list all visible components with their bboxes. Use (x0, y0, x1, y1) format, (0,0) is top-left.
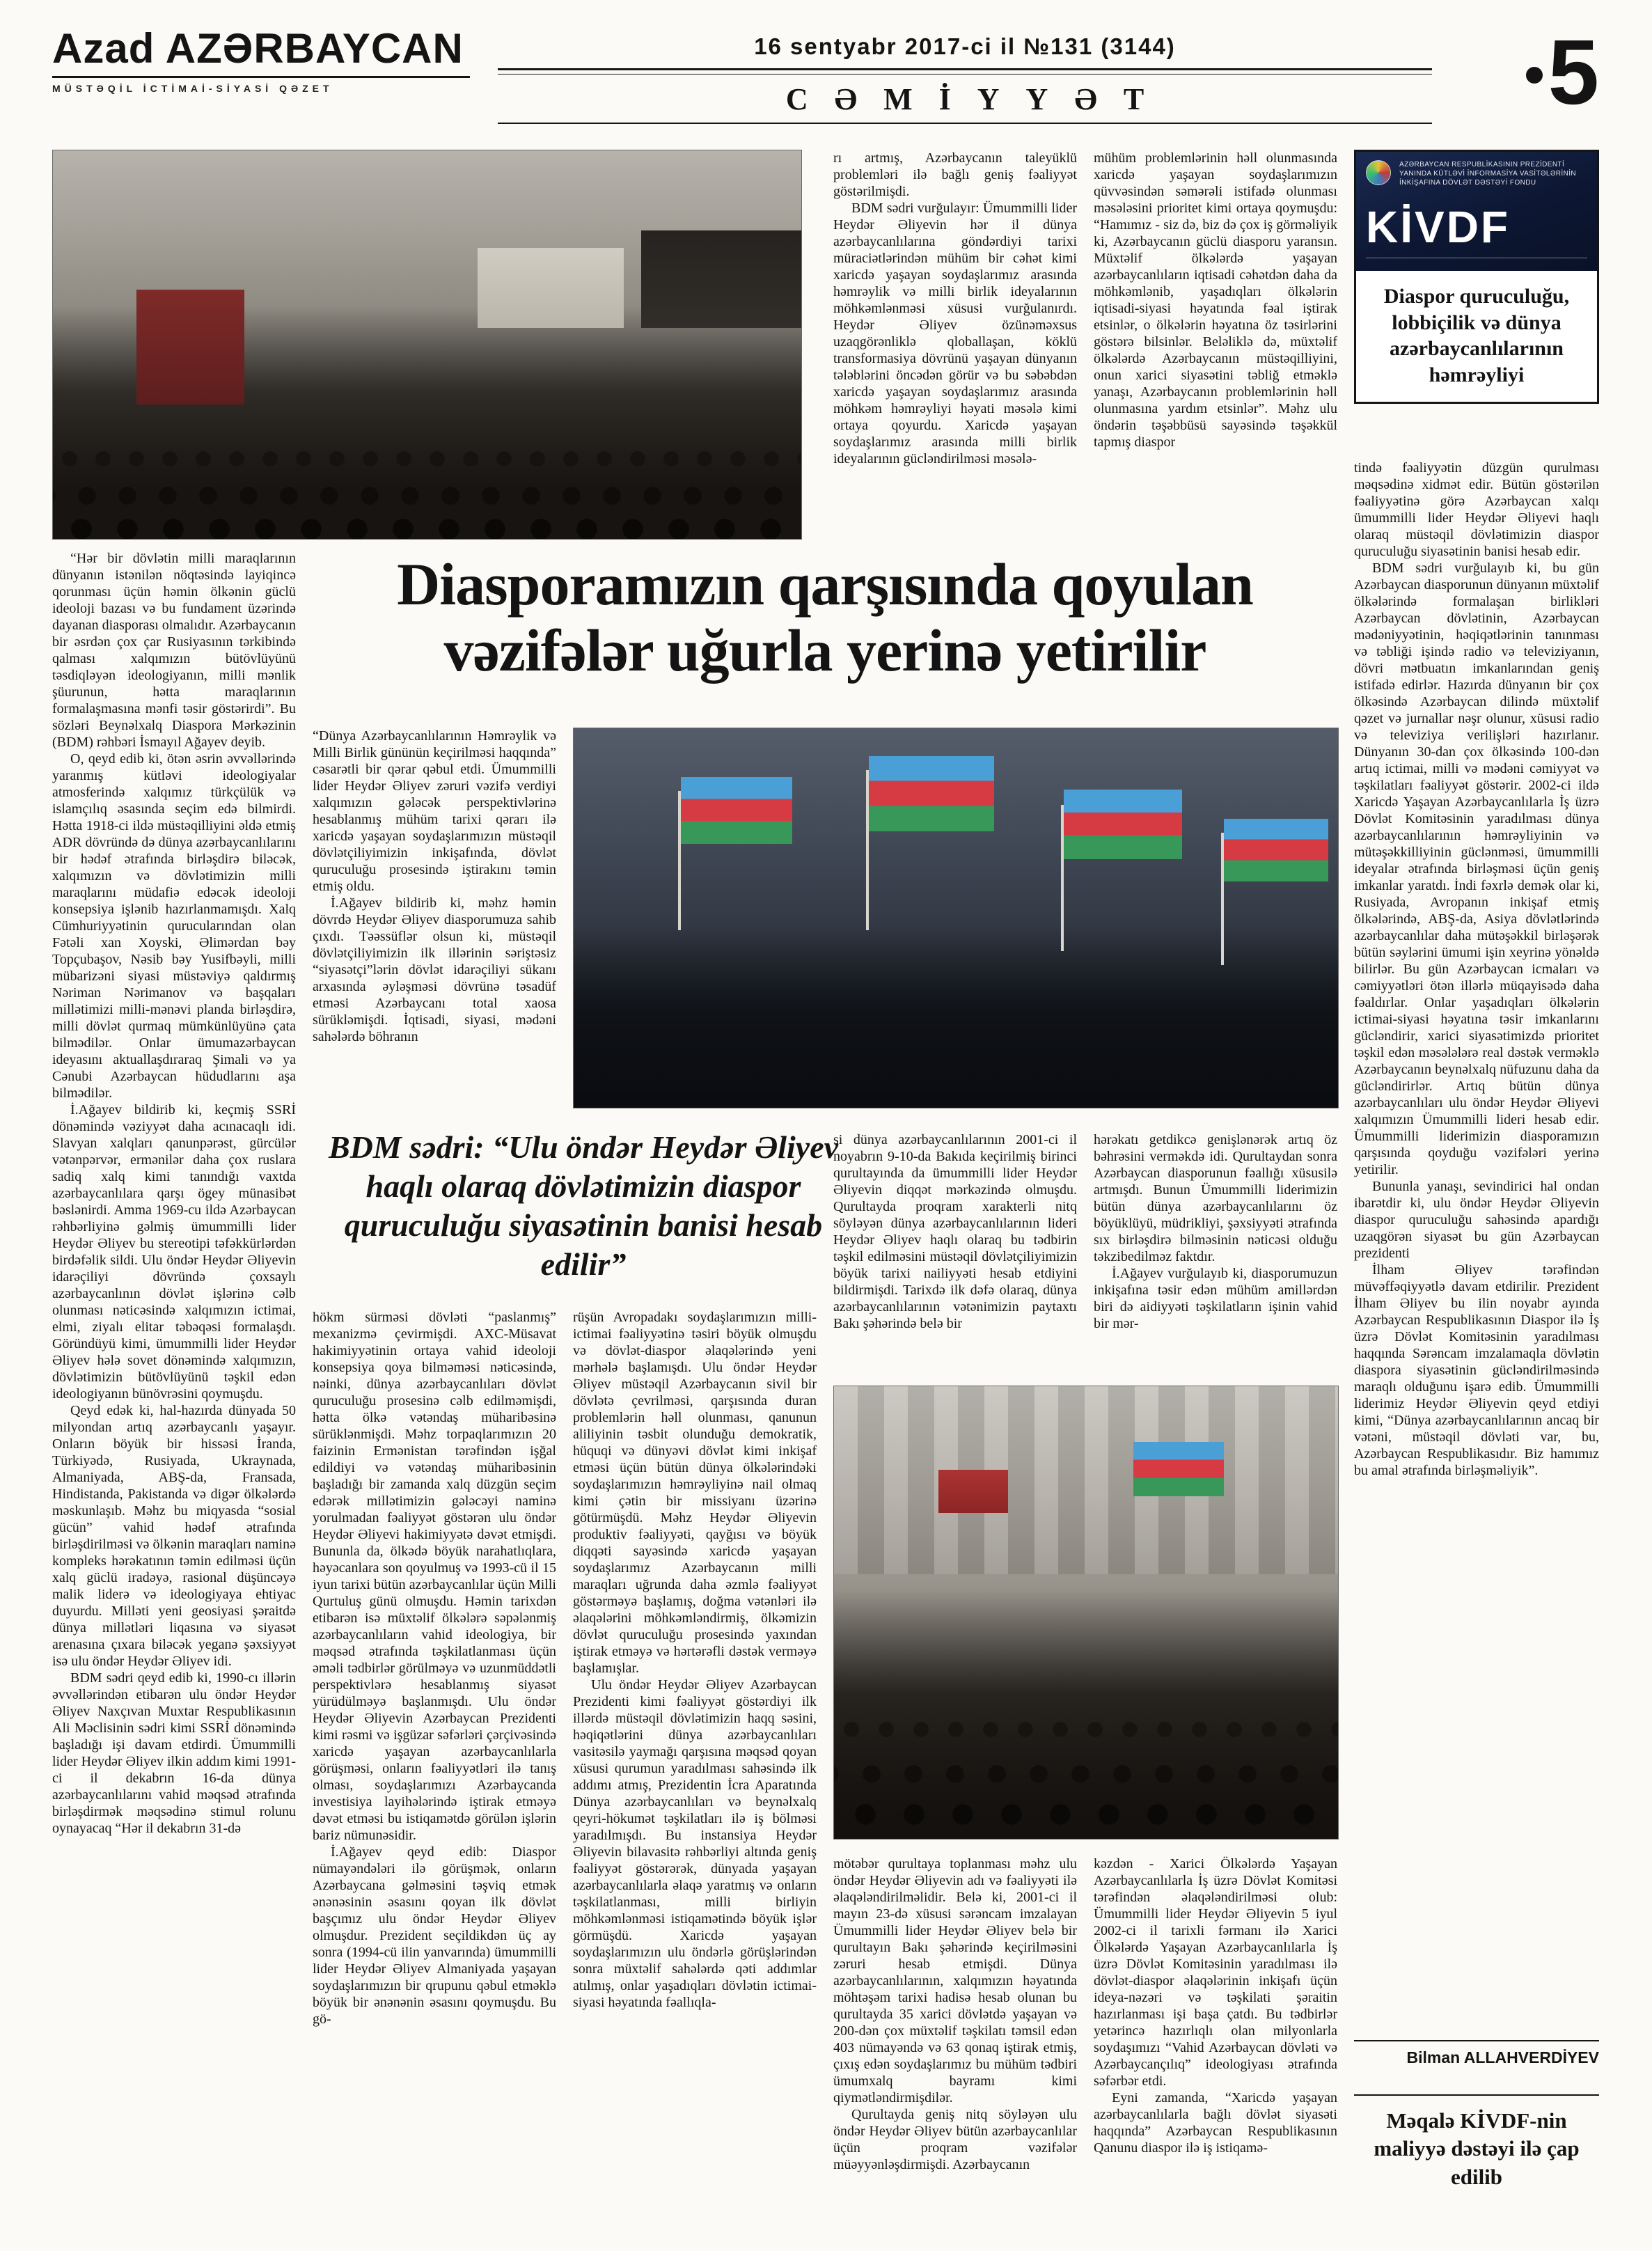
article-column-3 (573, 1309, 817, 2222)
kivdf-logo-area (1356, 152, 1597, 271)
paragraph: rı artmış, Azərbaycanın taleyüklü problemləri ilə bağlı geniş fəaliyyət göstərilmişdi. (833, 150, 1077, 199)
page-number-bullet (1526, 67, 1543, 84)
newspaper-title: Azad AZƏRBAYCAN (52, 25, 464, 72)
byline: Bilman ALLAHVERDİYEV (1354, 2040, 1599, 2067)
pull-quote: BDM sədri: “Ulu öndər Heydər Əliyev haqlı olaraq dövlətimizin diaspor quruculuğu siyasətinin banisi hesab edilir” (328, 1129, 839, 1283)
paragraph: İ.Ağayev qeyd edib: Diaspor nümayəndələri ilə görüşmək, onların Azərbaycana gəlməsini təşviq etmək ənənəsinin əsasını qoyan ilk dövlət başçımız ulu öndər Heydər Əliyev olmuşdur. Prezident seçildikdən üç ay sonra (1994-cü ilin yanvarında) ümummilli lider Heydər Əliyev Almaniyada yaşayan soydaşlarımızın bir qrupunu qəbul etməklə böyük bir ənənənin əsasını qoymuşdu. Bu gö- (313, 1844, 556, 2027)
article-column-4-lower (833, 1856, 1077, 2222)
photo-protest-march (52, 150, 802, 540)
masthead-center (470, 26, 1460, 124)
kivdf-org-name: AZƏRBAYCAN RESPUBLİKASININ PREZİDENTİ YANINDA KÜTLƏVİ İNFORMASİYA VASİTƏLƏRİNİN İNKİŞAFINA DÖVLƏT DƏSTƏYİ FONDU (1399, 161, 1577, 187)
article-column-2-lower (313, 1309, 556, 2222)
paragraph: rüşün Avropadakı soydaşlarımızın milli-ictimai fəaliyyətinə təsiri böyük olmuşdu və dövlət-diaspor əlaqələrində yeni mərhələ başlamışdı. Ulu öndər Heydər Əliyev müstəqil Azərbaycanın sivil bir dövlətə çevrilməsi, qarşısında duran problemlərin həll olunması, qanunun aliliyinin təsbit olunduğu demokratik, hüquqi və dünyəvi dövlət kimi inkişaf etməsi üçün bütün dünya ölkələrindəki soydaşlarımızın həmrəyliyinə nail olmaq kimi çətin bir missiyanı üzərinə götürmüşdü. Məhz Heydər Əliyevin produktiv fəaliyyəti, qayğısı və böyük diqqəti sayəsində xaricdə yaşayan soydaşlarımız Azərbaycanın milli maraqları uğrunda daha əzmlə fəaliyyət göstərməyə başlamış, doğma vətənləri ilə əlaqələrini möhkəmləndirmiş, ölkəmizin dövlət quruculuğu prosesində yaxından iştirak etməyə və hərtərəfli dəstək verməyə başlamışlar. (573, 1310, 817, 1676)
article-headline: Diasporamızın qarşısında qoyulan vəzifələr uğurla yerinə yetirilir (397, 551, 1253, 684)
article-column-2-upper (313, 728, 556, 1107)
newspaper-subtitle: MÜSTƏQİL İCTİMAİ-SİYASİ QƏZET (52, 76, 470, 94)
paragraph: İ.Ağayev vurğulayıb ki, diasporumuzun inkişafına təsir edən mühüm amillərdən biri də aidiyyəti təşkilatların işinin vahid bir mər- (1094, 1266, 1337, 1331)
funding-note: Məqalə KİVDF-nin maliyyə dəstəyi ilə çap edilib (1354, 2094, 1599, 2191)
paragraph: İ.Ağayev bildirib ki, məhz həmin dövrdə Heydər Əliyev diasporumuza sahib çıxdı. Təəssüflər olsun ki, müstəqil dövlətçiliyimizin ilk illərinin səriştəsiz “siyasətçi”lərin dövlət idarəçiliyi sükanı arxasında əyləşməsi dövrünə təsadüf etməsi Azərbaycanı total xaosa sürükləmişdi. İqtisadi, siyasi, mədəni sahələrdə böhranın (313, 895, 556, 1044)
issue-dateline: 16 sentyabr 2017-ci il №131 (3144) (754, 33, 1176, 59)
paragraph: Qeyd edək ki, hal-hazırda dünyada 50 milyondan artıq azərbaycanlı yaşayır. Onların böyük bir hissəsi İranda, Türkiyədə, Rusiyada, Ukraynada, Almaniyada, ABŞ-da, Fransada, Hindistanda, Pakistanda və digər ölkələrdə məskunlaşıb. Məhz bu miqyasda “sosial gücün” vahid hədəf ətrafında birləşdirilməsi və ölkənin maraqları naminə kompleks hərəkatının təmin edilməsi üçün xalq güclü iradəyə, rasional düşüncəyə malik liderə və ideologiyaya ehtiyac duyurdu. Milləti yeni geosiyasi şəraitdə dünya millətləri liqasına və siyasət arenasına çıxara biləcək yeganə şəxsiyyət isə ulu öndər Heydər Əliyev idi. (52, 1403, 296, 1669)
photo-azerbaijani-flags (573, 728, 1339, 1108)
kivdf-logo: KİVDF (1366, 205, 1587, 258)
kivdf-promo-box (1354, 150, 1599, 404)
paragraph: “Hər bir dövlətin milli maraqlarının dünyanın istənilən nöqtəsində layiqincə qorunması üçün həmin ölkənin güclü ideoloji bazası və bu fundament üzərində dayanan diasporası olmalıdır. Azərbaycanın bir əsrdən çox çar Rusiyasının tərkibində qalması xalqımızın bütövlüyünü təsdiqləyən ideologiyanın, milli mənlik şüurunun, hətta maraqlarının formalaşmasına mənfi təsir göstərirdi”. Bu sözləri Beynəlxalq Diaspora Mərkəzinin (BDM) rəhbəri İsmayıl Ağayev deyib. (52, 551, 296, 750)
article-column-4-upper (833, 1131, 1077, 1372)
paragraph: Eyni zamanda, “Xaricdə yaşayan azərbaycanlılarla bağlı dövlət siyasəti haqqında” Azərbaycan Respublikasının Qanunu diaspor ilə iş istiqamə- (1094, 2090, 1337, 2156)
paragraph: BDM sədri vurğulayır: Ümummilli lider Heydər Əliyevin hər il dünya azərbaycanlılarına göndərdiyi tarixi müraciətlərindən mühüm bir cəhət kimi xaricdə yaşayan soydaşlarımız arasında həmrəylik və milli birlik ideyalarının möhkəmlənməsi xüsusi vurğulanırdı. Heydər Əliyev özünəməxsus uzaqgörənliklə qloballaşan, köklü transformasiya dövrünü yaşayan dünyanın tələblərini öncədən görür və bu səbəbdən xaricdə yaşayan soydaşlarımız arasında möhkəm həmrəyliyi həyati məsələ kimi ortaya qoyurdu. Xaricdə yaşayan soydaşlarımız arasında milli birlik ideyalarının gücləndirilməsi məsələ- (833, 201, 1077, 466)
paragraph: O, qeyd edib ki, ötən əsrin əvvəllərində yaranmış kütləvi ideologiyalar atmosferində xalqımız türkçülük və islamçılıq əsasında seçim edə bilmirdi. Hətta 1918-ci ildə müstəqilliyini əldə etmiş ADR dövründə də dünya azərbaycanlılarını bir hədəf ətrafında birləşdirə biləcək, xalqımızın və dövlətimizin milli maraqlarını müdafiə edəcək ideoloji konsepsiya işlənib hazırlanmamışdı. Xalq Cümhuriyyətinin qurucularından olan Fətəli xan Xoyski, Əlimərdan bəy Topçubaşov, Nəsib bəy Yusifbəyli, milli mübarizəni siyasi müstəviyə qaldırmış Nəriman Nərimanov və başqaları millətimizi milli-mənəvi planda birləşdirə, milli dövlət qurmaq mümkünlüyünə çata bilmədilər. Onlar ümumazərbaycan ideyasını aktuallaşdıraraq Şimali və ya Cənubi Azərbaycan hüdudlarını aşa bilmədilər. (52, 751, 296, 1101)
masthead-left (52, 26, 470, 94)
paragraph: Bununla yanaşı, sevindirici hal ondan ibarətdir ki, ulu öndər Heydər Əliyevin diaspor quruculuğu sahəsində apardığı uzaqgörən siyasət bu gün Azərbaycan prezidenti (1354, 1179, 1599, 1261)
kivdf-emblem-icon (1366, 160, 1391, 185)
paragraph: si dünya azərbaycanlılarının 2001-ci il noyabrın 9-10-da Bakıda keçirilmiş birinci qurultayında da ümummilli lider Heydər Əliyevin diqqət mərkəzində olmuşdu. Qurultayda proqram xarakterli nitq söyləyən dünya azərbaycanlılarının lideri Heydər Əliyev haqlı olaraq bu tədbirin təşkil edilməsini müstəqil dövlətçiliyimizin böyük tarixi nailiyyəti hesab etdiyini bildirmişdi. Tarixdə ilk dəfə olaraq, dünya azərbaycanlılarının vətənimizin paytaxtı Bakı şəhərində belə bir (833, 1132, 1077, 1331)
paragraph: kəzdən - Xarici Ölkələrdə Yaşayan Azərbaycanlılarla İş üzrə Dövlət Komitəsi tərəfindən əlaqələndirilməsi olub: Ümummilli lider Heydər Əliyevin 5 iyul 2002-ci il tarixli fərmanı ilə Xarici Ölkələrdə Yaşayan Azərbaycanlılarla İş üzrə Dövlət Komitəsinin yaradılması ilə dövlət-diaspor əlaqələrinin inkişafı üçün ideya-nəzəri və təşkilati şəraitin hazırlanması işi başa çatdı. Bu tədbirlər yetərincə hazırlıqlı olan milyonlarla soydaşımızı “Vahid Azərbaycan dövləti və Azərbaycançılıq” ideologiyası ətrafında səfərbər etdi. (1094, 1856, 1337, 2089)
masthead (52, 21, 1599, 141)
section-title: CƏMİYYƏT (785, 82, 1171, 116)
paragraph: “Dünya Azərbaycanlılarının Həmrəylik və Milli Birlik gününün keçirilməsi haqqında” cəsarətli bir qərar qəbul etdi. Ümummilli lider Heydər Əliyev zəruri vəzifə verdiyi xalqımızın gələcək perspektivlərinə hesablanmış mühüm tarixi qərarı ilə xaricdə yaşayan soydaşlarımızın müstəqil dövlətçiliyimizin inkişafında, dövlət quruculuğu prosesində iştirakını təmin etmiş oldu. (313, 728, 556, 894)
article-column-1 (52, 550, 296, 2221)
photo-crowd-with-flags (833, 1386, 1339, 1840)
paragraph: İlham Əliyev tərəfindən müvəffəqiyyətlə davam etdirilir. Prezident İlham Əliyev bu ilin noyabr ayında Azərbaycan Respublikasının Diaspor ilə İş üzrə Dövlət Komitəsinin yaradılması haqqında Sərəncam imzalamaqla dövlətin diaspora siyasətinin gücləndirilməsində maraqlı olduğunu işarə edib. Ümummilli liderimiz Heydər Əliyevin qeyd etdiyi kimi, “Dünya azərbaycanlılarının ancaq bir vətəni, müstəqil dövləti var, bu, Azərbaycan Respublikasıdır. Biz hamımız bu amal ətrafında birləşməliyik”. (1354, 1262, 1599, 1478)
article-column-6 (1354, 460, 1599, 2012)
paragraph: Ulu öndər Heydər Əliyev Azərbaycan Prezidenti kimi fəaliyyət göstərdiyi ilk illərdə müstəqil dövlətimizin haqq səsini, həqiqətlərini dünya azərbaycanlıları vasitəsilə yaymağı qarşısına məqsəd qoyan xüsusi qurumun yaradılması sahəsində ilk addımı atmış, Prezidentin İcra Aparatında Dünya azərbaycanlıları və beynəlxalq qeyri-hökumət təşkilatları ilə iş bölməsi yaradılmışdı. Bu instansiya Heydər Əliyevin bilavasitə rəhbərliyi altında geniş fəaliyyət göstərərək, dünyada yaşayan azərbaycanlılarla əlaqə yaratmış və onların təşkilatlanması, milli birliyin möhkəmlənməsi istiqamətində böyük işlər görmüşdü. Xaricdə yaşayan soydaşlarımızın ulu öndərlə görüşlərindən sonra müxtəlif sahələrdə qəti addımlar atılmış, onlar yaşadıqları dövlətin ictimai-siyasi həyatında fəallıqla- (573, 1677, 817, 2010)
paragraph: hökm sürməsi dövləti “paslanmış” mexanizmə çevirmişdi. AXC-Müsavat hakimiyyətinin ortaya vahid ideoloji konsepsiya qoya bilməməsi nəticəsində, nəinki, dünya azərbaycanlıları dövlət quruculuğu prosesinə cəlb edilməmişdi, hətta ölkə vətəndaş müharibəsinə sürüklənmişdi. Məhz torpaqlarımızın 20 faizinin Ermənistan tərəfindən işğal edildiyi və vətəndaş müharibəsinin başladığı bir zamanda xalq düzgün seçim edərək millətimizin gələcəyi naminə yorulmadan fəaliyyət göstərən ulu öndər Heydər Əliyevi hakimiyyətə dəvət etmişdi. Bununla da, ölkədə böyük narahatlıqlara, həyəcanlara son qoyulmuş və 1993-cü il 15 iyun tarixi bütün azərbaycanlılar üçün Milli Qurtuluş günü olmuşdu. Həmin tarixdən etibarən isə müxtəlif ölkələrə səpələnmiş azərbaycanlıların vahid ideologiya, bir məqsəd ətrafında təşkilatlanması üçün əməli tədbirlər görülməyə və uzunmüddətli perspektivlərə hesablanmış siyasət yürüdülməyə başlanmışdı. Ulu öndər Heydər Əliyevin Azərbaycan Prezidenti kimi rəsmi və işgüzar səfərləri çərçivəsində xaricdə yaşayan azərbaycanlılarla görüşməsi, onların fəaliyyətləri ilə tanış olması, soydaşlarımızı Azərbaycanda investisiya layihələrində iştirak etməyə dəvət etməsi bu istiqamətdə görülən işlərin bariz nümunəsidir. (313, 1310, 556, 1843)
paragraph: BDM sədri qeyd edib ki, 1990-cı illərin əvvəllərindən etibarən ulu öndər Heydər Əliyev Naxçıvan Muxtar Respublikasının Ali Məclisinin sədri kimi SSRİ dönəmində başladığı işi davam etdirdi. Ümummilli lider Heydər Əliyev ilkin addım kimi 1991-ci il dekabrın 16-da dünya azərbaycanlılarını vahid məqsəd ətrafında birləşdirmək məqsədinə stimul rolunu oynayacaq “Hər il dekabrın 31-də (52, 1670, 296, 1836)
paragraph: tində fəaliyyətin düzgün qurulması məqsədinə xidmət edir. Bütün göstərilən fəaliyyətinə görə Azərbaycan xalqı ümummilli lider Heydər Əliyevi haqlı olaraq müstəqil dövlətimizin diaspor quruculuğu siyasətinin banisi hesab edir. (1354, 460, 1599, 559)
page-number-block (1460, 21, 1599, 123)
page-number: 5 (1548, 21, 1599, 123)
paragraph: hərəkatı getdikcə genişlənərək artıq öz bəhrəsini verməkdə idi. Qurultaydan sonra Azərbaycan diasporunun fəallığı xüsusilə artmışdı. Bunun Ümummilli liderimizin bütün dünya azərbaycanlılarını öz böyüklüyü, müdrikliyi, şəxsiyyəti ətrafında sıx birləşdirə bilməsinin nəticəsi olduğu təkzibedilməz faktdır. (1094, 1132, 1337, 1264)
divider (498, 123, 1432, 124)
article-column-5-upper (1094, 1131, 1337, 1372)
article-column-top-b (1094, 150, 1337, 540)
kivdf-caption: Diaspor quruculuğu, lobbiçilik və dünya azərbaycanlılarının həmrəyliyi (1383, 285, 1570, 386)
paragraph: Qurultayda geniş nitq söyləyən ulu öndər Heydər Əliyev bütün azərbaycanlılar üçün proqram vəzifələr müəyyənləşdirmişdi. Azərbaycanın (833, 2107, 1077, 2172)
paragraph: BDM sədri vurğulayıb ki, bu gün Azərbaycan diasporunun dünyanın müxtəlif ölkələrində formalaşan birlikləri Azərbaycan dövlətinin, Azərbaycan mədəniyyətinin, həqiqətlərinin tanınması və təbliği işində radio və televiziyanın, dövri mətbuatın imkanlarından geniş istifadə edirlər. Hazırda dünyanın bir çox ölkəsində Azərbaycan dilində müxtəlif qəzet və jurnallar nəşr olunur, xüsusi radio və televiziya verilişləri hazırlanır. Dünyanın 30-dan çox ölkəsində 100-dən artıq ictimai, milli və mədəni cəmiyyət və təşkilatları fəaliyyət göstərir. 2002-ci ildə Xaricdə Yaşayan Azərbaycanlılarla İş üzrə Dövlət Komitəsinin yaradılması dünya azərbaycanlılarının həmrəyliyinin və mütəşəkkilliyinin güclənməsi, ümummilli ideyalar ətrafında birləşməsi üçün geniş imkanlar yaratdı. İndi fəxrlə demək olar ki, Rusiyada, Avropanın inkişaf etmiş ölkələrində, ABŞ-da, Asiya dövlətlərində azərbaycanlılar daha mütəşəkkil birləşərək bütün səylərini ümumi işin xeyrinə yönəldə bilirlər. Bu gün Azərbaycan icmaları və cəmiyyətləri ötən illərlə müqayisədə daha fəaldırlar. Onlar yaşadıqları ölkələrin ictimai-siyasi həyatına təsir imkanlarını gücləndirir, xarici siyasətimizdə prioritet təşkil edən məsələlərə real dəstək verməklə Azərbaycanın beynəlxalq nüfuzunu daha da gücləndirirlər. Artıq bütün dünya azərbaycanlıları ulu öndər Heydər Əliyevi xalqımızın Ümummilli lideri hesab edir. Ümummilli liderimizin diasporamızın qarşısında qoyduğu vəzifələri yerinə yetirilir. (1354, 560, 1599, 1177)
article-column-5-lower (1094, 1856, 1337, 2222)
divider (498, 68, 1432, 74)
article-column-top-a (833, 150, 1077, 540)
paragraph: İ.Ağayev bildirib ki, keçmiş SSRİ dönəmində vəziyyət daha acınacaqlı idi. Slavyan xalqları qanunpərəst, gürcülər vətənpərvər, ermənilər daha çox ruslara sadiq xalq kimi tanındığı vaxtda azərbaycanlılara qarşı ögey münasibət bəslənirdi. Amma 1969-cu ildə Azərbaycan rəhbərliyinə gəlmiş ümummilli lider Heydər Əliyev bu stereotipi təfəkkürlərdən birdəfəlik sildi. Ulu öndər Heydər Əliyevin idarəçiliyi dövründə çoxsaylı azərbaycanlının dövlət işlərinə cəlb olunması nəticəsində xalqımızın ictimai, elmi, ziyalı elitar təbəqəsi formalaşdı. Göründüyü kimi, ümummilli lider Heydər Əliyev hələ sovet dönəmində xalqımızın, dövlətimizin bütövlüyünü təşkil edən ideologiyanın bünövrəsini qoymuşdu. (52, 1102, 296, 1402)
paragraph: mötəbər qurultaya toplanması məhz ulu öndər Heydər Əliyevin adı və fəaliyyəti ilə əlaqələndirilməlidir. Belə ki, 2001-ci il mayın 23-də xüsusi sərəncam imzalayan Ümummilli lider Heydər Əliyev belə bir qurultayın Bakı şəhərində keçirilməsini zəruri hesab etmişdi. Dünya azərbaycanlılarının, xalqımızın həyatında möhtəşəm tarixi hadisə hesab olunan bu qurultayda 35 xarici dövlətdə yaşayan və 200-dən çox müxtəlif təşkilatı təmsil edən 403 nümayəndə və 63 qonaq iştirak etmiş, çıxış edən soydaşlarımız bu mühüm tədbiri ümumxalq bayramı kimi qiymətləndirmişdilər. (833, 1856, 1077, 2105)
paragraph: mühüm problemlərinin həll olunmasında xaricdə yaşayan soydaşlarımızın qüvvəsindən səmərəli istifadə olunması məsələsini prioritet kimi ortaya qoymuşdu: “Hamımız - siz də, biz də çox iş görməliyik ki, Azərbaycanın güclü diasporu yaransın. Müxtəlif ölkələrdə yaşayan azərbaycanlıların iqtisadi cəhətdən daha da möhkəmlənib, yaşadıqları ölkələrin iqtisadi-siyasi həyatında fəal iştirak etsinlər, o ölkələrin həyatına öz təsirlərini göstərə bilsinlər. Beləliklə də, müxtəlif ölkələrdə Azərbaycanın müstəqilliyini, onun xarici siyasətini təbliğ etməklə yanaşı, Azərbaycanın problemlərinin həll olunmasına yardım etsinlər”. Məhz ulu öndərin təşəbbüsü sayəsində təşəkkül tapmış diaspor (1094, 150, 1337, 450)
